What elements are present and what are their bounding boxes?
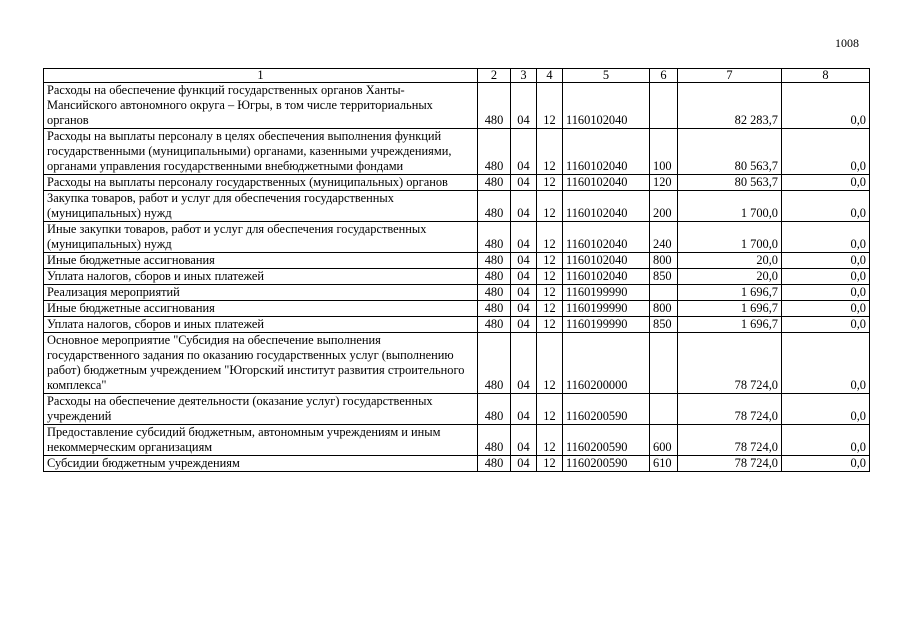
expense-type-cell: 240 [650, 222, 678, 253]
table-row [44, 269, 870, 285]
expense-type-cell [650, 333, 678, 394]
target-article-cell: 1160102040 [563, 269, 650, 285]
subsection-code-cell: 12 [537, 285, 563, 301]
expense-type-cell [650, 285, 678, 301]
subsection-code-cell: 12 [537, 456, 563, 472]
amount-cell: 78 724,0 [678, 425, 782, 456]
ministry-code-cell: 480 [478, 394, 511, 425]
ministry-code-cell: 480 [478, 317, 511, 333]
subsection-code-cell: 12 [537, 191, 563, 222]
expense-type-cell: 600 [650, 425, 678, 456]
amount-cell: 1 696,7 [678, 285, 782, 301]
amount-2-cell: 0,0 [782, 456, 870, 472]
ministry-code-cell: 480 [478, 456, 511, 472]
section-code-cell: 04 [511, 285, 537, 301]
header-row [44, 69, 870, 83]
amount-cell: 1 700,0 [678, 222, 782, 253]
target-article-cell: 1160199990 [563, 285, 650, 301]
subsection-code-cell: 12 [537, 425, 563, 456]
expense-name-cell: Уплата налогов, сборов и иных платежей [44, 269, 478, 285]
section-code-cell: 04 [511, 83, 537, 129]
table-row [44, 394, 870, 425]
expense-name-cell: Уплата налогов, сборов и иных платежей [44, 317, 478, 333]
expense-name-cell: Расходы на выплаты персоналу в целях обеспечения выполнения функций государственными (муниципальными) органами, казенными учреждениями, органами управления государственными внебюджетными фондами [44, 129, 478, 175]
expense-name-cell: Иные бюджетные ассигнования [44, 253, 478, 269]
expense-name-cell: Основное мероприятие "Субсидия на обеспечение выполнения государственного задания по оказанию государственных услуг (выполнению работ) бюджетным учреждением "Югорский институт развития строительного комплекса" [44, 333, 478, 394]
column-header: 2 [478, 69, 511, 83]
ministry-code-cell: 480 [478, 222, 511, 253]
amount-cell: 80 563,7 [678, 175, 782, 191]
amount-2-cell: 0,0 [782, 394, 870, 425]
amount-2-cell: 0,0 [782, 129, 870, 175]
column-header: 5 [563, 69, 650, 83]
amount-2-cell: 0,0 [782, 333, 870, 394]
section-code-cell: 04 [511, 333, 537, 394]
table-row [44, 83, 870, 129]
subsection-code-cell: 12 [537, 83, 563, 129]
table-body [44, 83, 870, 472]
ministry-code-cell: 480 [478, 285, 511, 301]
column-header: 3 [511, 69, 537, 83]
column-header: 8 [782, 69, 870, 83]
expense-name-cell: Расходы на обеспечение деятельности (оказание услуг) государственных учреждений [44, 394, 478, 425]
section-code-cell: 04 [511, 394, 537, 425]
amount-cell: 78 724,0 [678, 394, 782, 425]
target-article-cell: 1160102040 [563, 253, 650, 269]
column-header: 7 [678, 69, 782, 83]
ministry-code-cell: 480 [478, 129, 511, 175]
ministry-code-cell: 480 [478, 253, 511, 269]
amount-cell: 80 563,7 [678, 129, 782, 175]
target-article-cell: 1160102040 [563, 191, 650, 222]
target-article-cell: 1160200590 [563, 425, 650, 456]
amount-2-cell: 0,0 [782, 269, 870, 285]
subsection-code-cell: 12 [537, 129, 563, 175]
table-row [44, 129, 870, 175]
table-row [44, 175, 870, 191]
section-code-cell: 04 [511, 129, 537, 175]
expense-name-cell: Предоставление субсидий бюджетным, автономным учреждениям и иным некоммерческим организациям [44, 425, 478, 456]
table-row [44, 191, 870, 222]
table-row [44, 285, 870, 301]
amount-2-cell: 0,0 [782, 425, 870, 456]
expense-name-cell: Реализация мероприятий [44, 285, 478, 301]
target-article-cell: 1160102040 [563, 129, 650, 175]
expense-type-cell: 100 [650, 129, 678, 175]
page-number: 1008 [835, 36, 859, 50]
expense-type-cell: 610 [650, 456, 678, 472]
amount-cell: 20,0 [678, 269, 782, 285]
amount-2-cell: 0,0 [782, 83, 870, 129]
section-code-cell: 04 [511, 301, 537, 317]
target-article-cell: 1160102040 [563, 175, 650, 191]
subsection-code-cell: 12 [537, 175, 563, 191]
subsection-code-cell: 12 [537, 253, 563, 269]
section-code-cell: 04 [511, 191, 537, 222]
column-header: 4 [537, 69, 563, 83]
ministry-code-cell: 480 [478, 301, 511, 317]
expense-type-cell: 120 [650, 175, 678, 191]
amount-cell: 78 724,0 [678, 333, 782, 394]
table-row [44, 425, 870, 456]
expense-type-cell: 800 [650, 253, 678, 269]
table-row [44, 222, 870, 253]
target-article-cell: 1160102040 [563, 222, 650, 253]
expense-type-cell: 850 [650, 269, 678, 285]
target-article-cell: 1160199990 [563, 301, 650, 317]
ministry-code-cell: 480 [478, 333, 511, 394]
section-code-cell: 04 [511, 425, 537, 456]
amount-2-cell: 0,0 [782, 191, 870, 222]
section-code-cell: 04 [511, 269, 537, 285]
section-code-cell: 04 [511, 317, 537, 333]
amount-2-cell: 0,0 [782, 317, 870, 333]
table-row [44, 301, 870, 317]
expense-name-cell: Расходы на обеспечение функций государственных органов Ханты-Мансийского автономного округа – Югры, в том числе территориальных органов [44, 83, 478, 129]
expense-name-cell: Субсидии бюджетным учреждениям [44, 456, 478, 472]
target-article-cell: 1160200590 [563, 394, 650, 425]
section-code-cell: 04 [511, 222, 537, 253]
amount-2-cell: 0,0 [782, 253, 870, 269]
ministry-code-cell: 480 [478, 425, 511, 456]
column-header: 1 [44, 69, 478, 83]
amount-2-cell: 0,0 [782, 301, 870, 317]
expense-type-cell: 800 [650, 301, 678, 317]
table-row [44, 456, 870, 472]
table-row [44, 333, 870, 394]
section-code-cell: 04 [511, 456, 537, 472]
subsection-code-cell: 12 [537, 301, 563, 317]
target-article-cell: 1160200000 [563, 333, 650, 394]
expense-name-cell: Иные закупки товаров, работ и услуг для обеспечения государственных (муниципальных) нужд [44, 222, 478, 253]
target-article-cell: 1160102040 [563, 83, 650, 129]
budget-table [43, 68, 870, 472]
ministry-code-cell: 480 [478, 175, 511, 191]
subsection-code-cell: 12 [537, 394, 563, 425]
expense-name-cell: Закупка товаров, работ и услуг для обеспечения государственных (муниципальных) нужд [44, 191, 478, 222]
expense-name-cell: Расходы на выплаты персоналу государственных (муниципальных) органов [44, 175, 478, 191]
expense-name-cell: Иные бюджетные ассигнования [44, 301, 478, 317]
subsection-code-cell: 12 [537, 222, 563, 253]
column-header: 6 [650, 69, 678, 83]
amount-cell: 1 696,7 [678, 317, 782, 333]
subsection-code-cell: 12 [537, 333, 563, 394]
amount-cell: 82 283,7 [678, 83, 782, 129]
subsection-code-cell: 12 [537, 317, 563, 333]
amount-cell: 78 724,0 [678, 456, 782, 472]
target-article-cell: 1160199990 [563, 317, 650, 333]
amount-2-cell: 0,0 [782, 222, 870, 253]
amount-cell: 1 700,0 [678, 191, 782, 222]
amount-cell: 1 696,7 [678, 301, 782, 317]
expense-type-cell [650, 394, 678, 425]
amount-2-cell: 0,0 [782, 285, 870, 301]
ministry-code-cell: 480 [478, 191, 511, 222]
amount-2-cell: 0,0 [782, 175, 870, 191]
target-article-cell: 1160200590 [563, 456, 650, 472]
expense-type-cell [650, 83, 678, 129]
section-code-cell: 04 [511, 253, 537, 269]
expense-type-cell: 200 [650, 191, 678, 222]
ministry-code-cell: 480 [478, 83, 511, 129]
expense-type-cell: 850 [650, 317, 678, 333]
section-code-cell: 04 [511, 175, 537, 191]
amount-cell: 20,0 [678, 253, 782, 269]
table-row [44, 253, 870, 269]
table-row [44, 317, 870, 333]
subsection-code-cell: 12 [537, 269, 563, 285]
ministry-code-cell: 480 [478, 269, 511, 285]
